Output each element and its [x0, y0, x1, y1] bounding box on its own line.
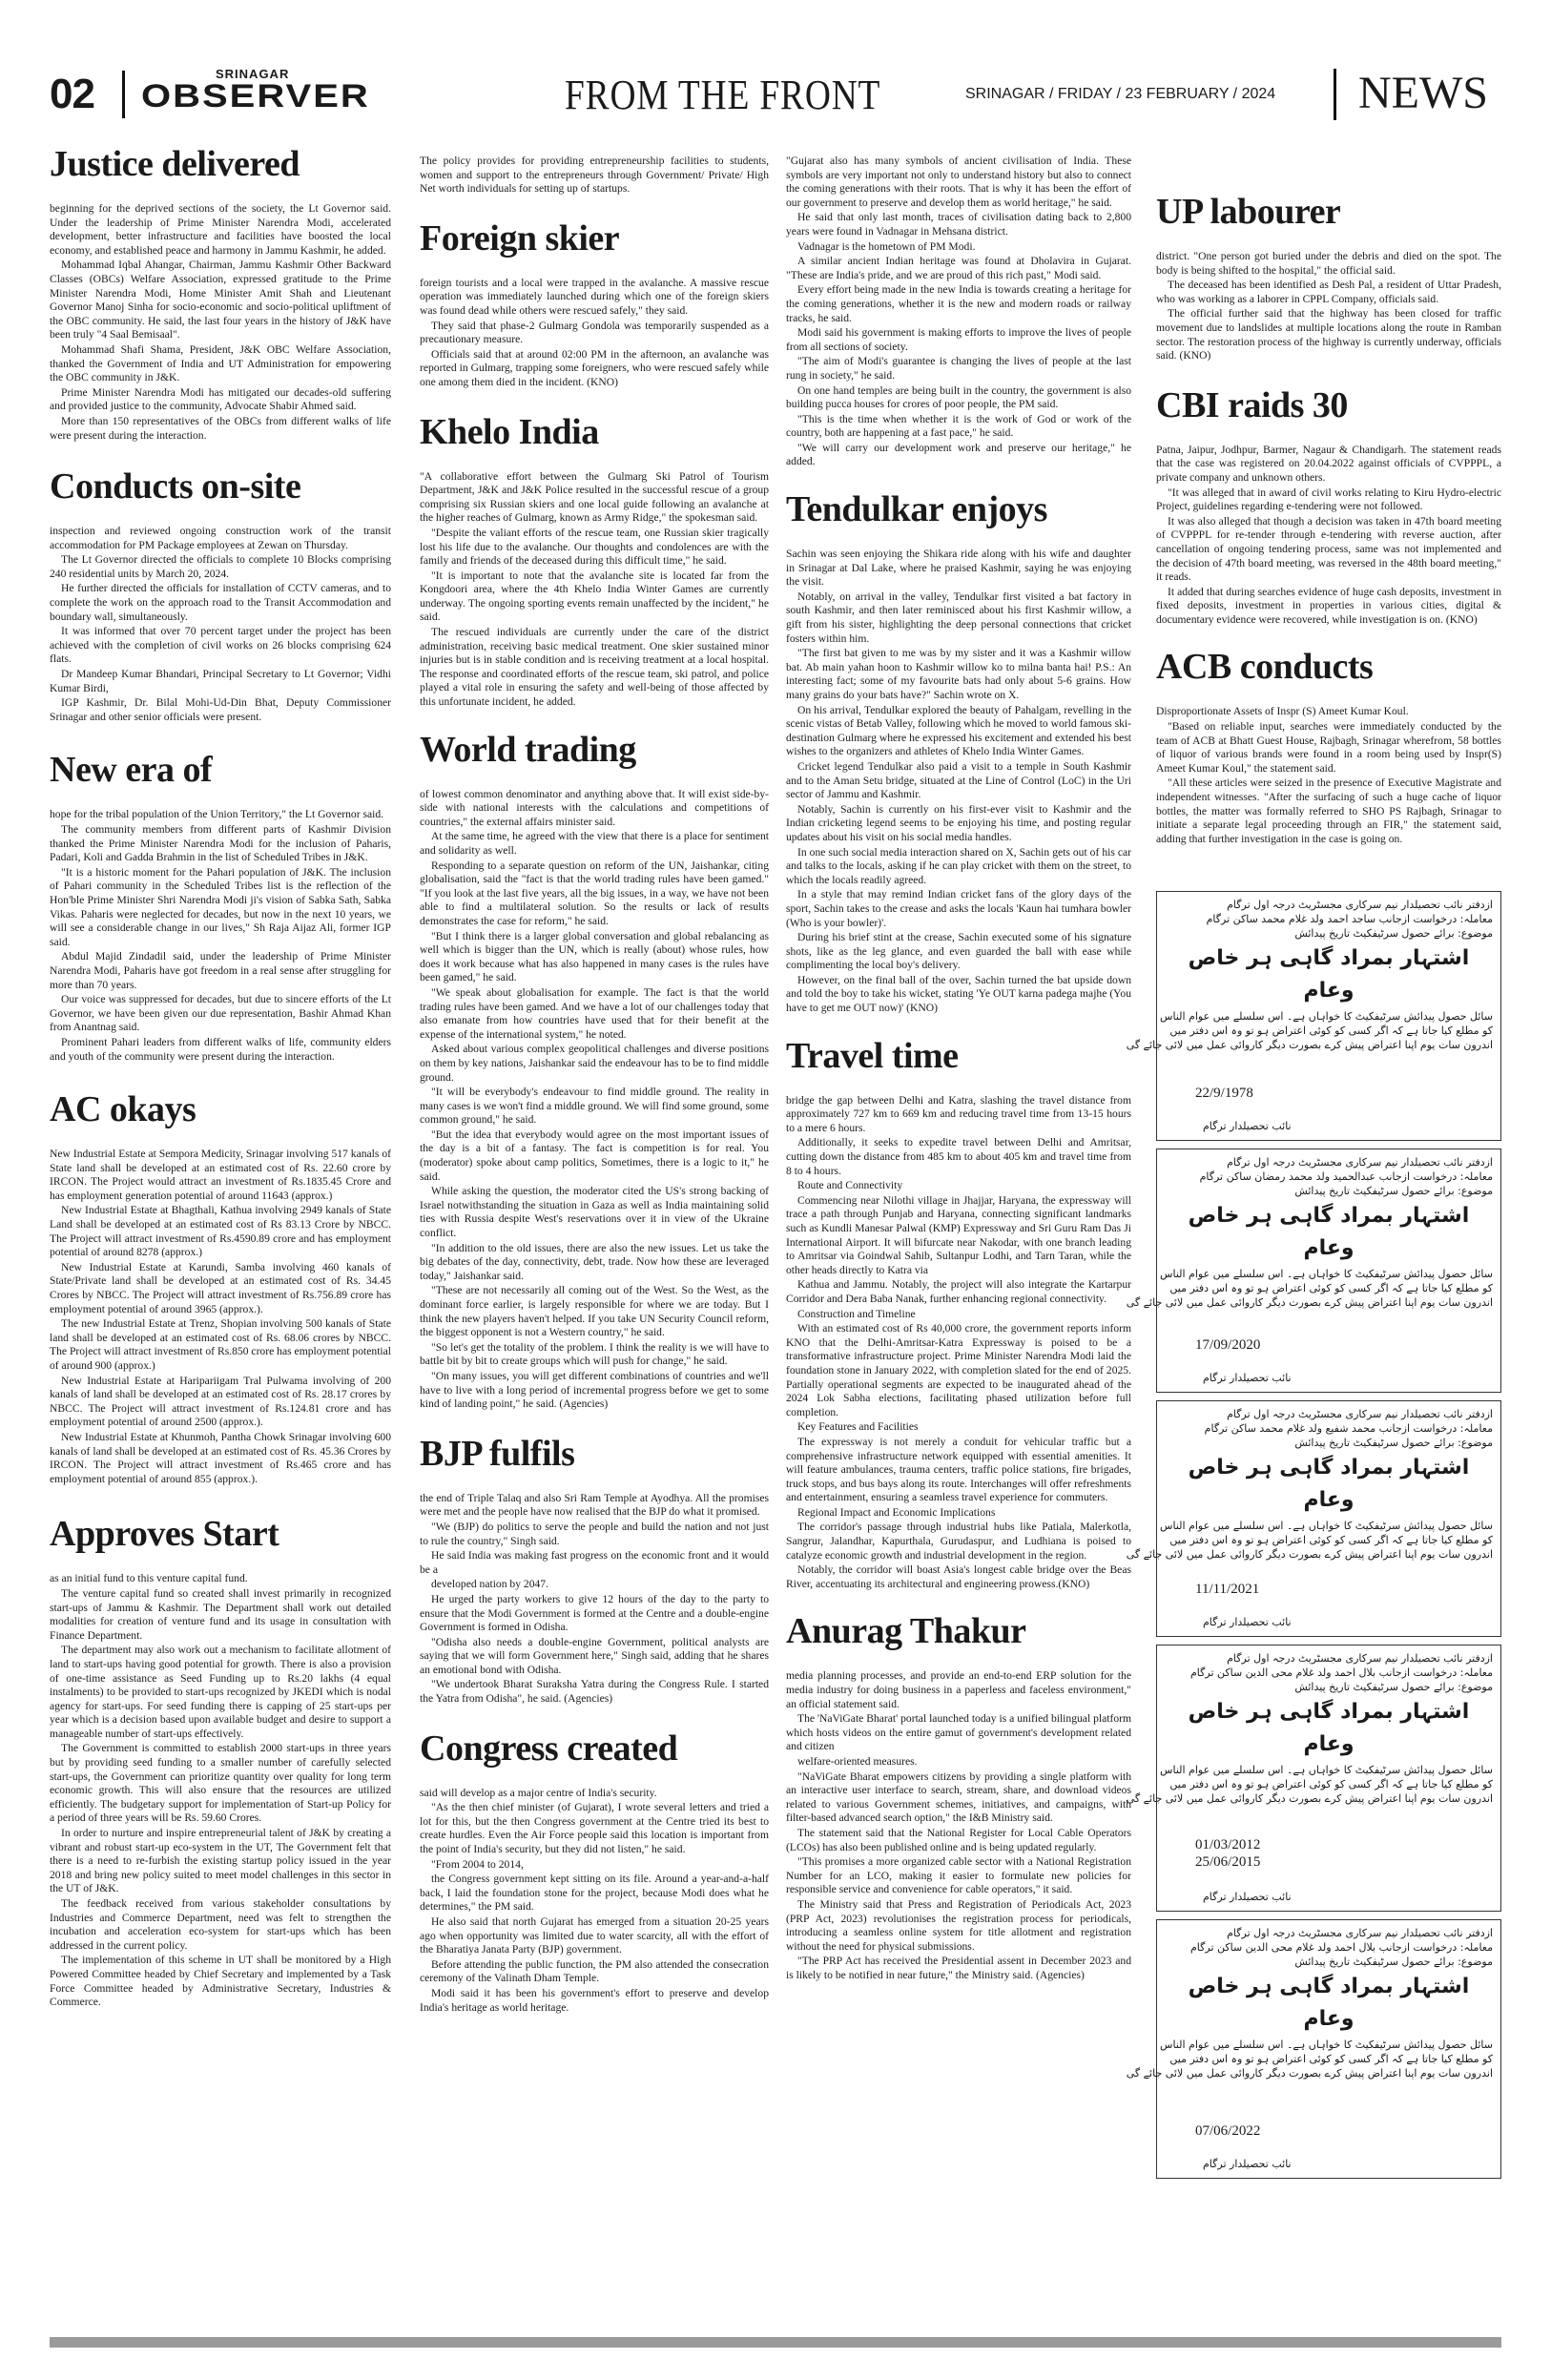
article-paragraph: The rescued individuals are currently under the care of the district administration, receiving basic medical treatment. One skier sustained minor injuries but is in stable condition and is receiving treatment at a local hospital. The response and coordinated efforts of the rescue team, ski patrol, and police played a vital role in ensuring the safety and well-being of those affected by this unfortunate incident, he added. [420, 626, 769, 709]
ad-line: ازدفتر نائب تحصیلدار نیم سرکاری مجسٹریٹ درجہ اول ترگام [1227, 1927, 1493, 1939]
ad-heading: اشتہار بمراد گاہی ہر خاص وعام [1188, 1975, 1470, 2031]
article-paragraph: "As the then chief minister (of Gujarat), I wrote several letters and tried a lot for this, but the then Congress government at the Centre tried its best to create hurdles. Even the Air Force people said this location is important from the point of India's security, but they did not listen," he said. [420, 1801, 769, 1856]
article-paragraph: the Congress government kept sitting on its file. Around a year-and-a-half back, I laid the foundation stone for the project, because Modi does what he determines," the PM said. [420, 1873, 769, 1914]
ad-body-line: اندرون سات یوم اپنا اعتراض پیش کرے بصورت دیگر کاروائی عمل میں لائی جائے گی [1126, 1296, 1493, 1309]
article-paragraph: Kathua and Jammu. Notably, the project will also integrate the Kartarpur Corridor and Dera Baba Nanak, further enhancing regional connectivity. [786, 1278, 1131, 1305]
article [420, 729, 769, 1412]
ad-body-line: اندرون سات یوم اپنا اعتراض پیش کرے بصورت دیگر کاروائی عمل میں لائی جائے گی [1126, 1548, 1493, 1561]
column-2 [420, 155, 769, 2034]
article-paragraph: The Government is committed to establish 2000 start-ups in three years but by providing seed funding to a smaller number of carefully selected start-ups, the Government can prioritize quantity over quality for long term economic growth. This will also ensure that the resources are utilized efficiently. The budgetary support for implementation of Start-up Policy for a period of three years will be Rs. 59.60 Crores. [50, 1742, 391, 1825]
article-paragraph: A similar ancient Indian heritage was found at Dholavira in Gujarat. "These are India's pride, and we are proud of this rich past," Modi said. [786, 255, 1131, 281]
article-paragraph: "Odisha also needs a double-engine Government, political analysts are saying that we will form Government here," Singh said, adding that he shares an emotional bond with Odisha. [420, 1635, 769, 1676]
article-paragraph: Prime Minister Narendra Modi has mitigated our decades-old suffering and provided justice to the community, Advocate Shabir Ahmed said. [50, 385, 391, 413]
article-paragraph: New Industrial Estate at Khunmoh, Pantha Chowk Srinagar involving 600 kanals of land shall be developed at an estimated cost of Rs. 45.36 Crores by IRCON. The Project will attract investment of Rs.465 crore and has employment potential of around 855 (approx.). [50, 1430, 391, 1485]
article-paragraph: said will develop as a major centre of India's security. [420, 1786, 657, 1799]
article-paragraph: The policy provides for providing entrepreneurship facilities to students, women and support to the entrepreneurs through Government/ Private/ High Net worth individuals for setting up of startups. [420, 155, 769, 196]
article [1156, 384, 1501, 628]
ad-body-line: سائل حصول پیدائش سرٹیفکیٹ کا خواہاں ہے۔ اس سلسلے میں عوام الناس [1160, 1268, 1493, 1280]
article-paragraph: "This is the time when whether it is the work of God or work of the country, both are happening at a fast pace," he said. [786, 412, 1131, 440]
article-paragraph: The Ministry said that Press and Registration of Periodicals Act, 2023 (PRP Act, 2023) revolutionises the registration process for periodicals, introducing a seamless online system for title allotment and registration without the need for physical submissions. [786, 1897, 1131, 1953]
article [786, 1610, 1131, 1982]
ad-line: ازدفتر نائب تحصیلدار نیم سرکاری مجسٹریٹ درجہ اول ترگام [1227, 1652, 1493, 1665]
ad-heading: اشتہار بمراد گاہی ہر خاص وعام [1188, 1700, 1470, 1756]
article-paragraph: Notably, the corridor will boast Asia's longest cable bridge over the Beas River, accentuating its architectural and engineering prowess.(KNO) [786, 1563, 1131, 1590]
article [786, 155, 1131, 469]
headline: Tendulkar enjoys [786, 489, 1047, 530]
article-paragraph: In a style that may remind Indian cricket fans of the glory days of the sport, Sachin takes to the crease and asks the locals 'Kaun hai tumhara bowler (Who is your bowler)'. [786, 888, 1131, 929]
article-paragraph: The official further said that the highway has been closed for traffic movement due to landslides at multiple locations along the route in Ramban sector. The restoration process of the highway is currently underway, officials said. (KNO) [1156, 307, 1501, 362]
headline: UP labourer [1156, 192, 1341, 232]
article-paragraph: "It is a historic moment for the Pahari population of J&K. The inclusion of Pahari community in the Scheduled Tribes list is the reflection of the Hon'ble Prime Minister Shri Narendra Modi ji's vision of Sabka Sath, Sabka Vikas. Paharis were neglected for decades, but now in the next 10 years, we will see a considerable change in our lives," Sh Raja Aijaz Ali, former IGP said. [50, 865, 391, 948]
article-paragraph: "NaViGate Bharat empowers citizens by providing a single platform with an interactive user interface to search, stream, share, and download videos related to various Government schemes, initiatives, and campaigns, with filter-based advanced search option," the I&B Ministry said. [786, 1769, 1131, 1825]
article-paragraph: At the same time, he agreed with the view that there is a place for sentiment and solidarity as well. [420, 830, 769, 857]
article-paragraph: Key Features and Facilities [797, 1420, 919, 1434]
ad-date-second: 25/06/2015 [1195, 1854, 1261, 1870]
article-paragraph: inspection and reviewed ongoing construction work of the transit accommodation for PM Package employees at Zewan on Thursday. [50, 525, 391, 551]
ad-body-line: کو مطلع کیا جاتا ہے کہ اگر کسی کو کوئی اعتراض ہو تو وہ اس دفتر میں [1169, 1282, 1493, 1294]
ad-date: 17/09/2020 [1195, 1337, 1261, 1353]
section-title: FROM THE FRONT [565, 72, 881, 118]
column-1 [50, 143, 391, 2029]
article [50, 749, 391, 1064]
classified-ad [1126, 1645, 1501, 1912]
article-paragraph: More than 150 representatives of the OBCs from different walks of life were present during the interaction. [50, 414, 391, 442]
article-paragraph: In one such social media interaction shared on X, Sachin gets out of his car and talks to the locals, asking if he can play cricket with them on the street, to which the locals readily agreed. [786, 845, 1131, 886]
article-paragraph: developed nation by 2047. [431, 1578, 548, 1591]
article-paragraph: "It was alleged that in award of civil works relating to Kiru Hydro-electric Project, guidelines regarding e-tendering were not followed. [1156, 486, 1501, 513]
ad-date: 07/06/2022 [1195, 2123, 1261, 2139]
headline: Conducts on-site [50, 466, 301, 507]
article-paragraph: "We will carry our development work and preserve our heritage," he added. [786, 441, 1131, 468]
article-paragraph: Officials said that at around 02:00 PM in the afternoon, an avalanche was reported in Gulmarg, trapping some foreigners, who were rescued safely while one among them died in the incident. (KNO) [420, 347, 769, 388]
article-paragraph: New Industrial Estate at Sempora Medicity, Srinagar involving 517 kanals of State land shall be developed at an estimated cost of Rs. 22.60 crore by IRCON. The Project would attract an investment of Rs.1835.45 Crore and has employment generation potential of around 11643 (approx.) [50, 1148, 391, 1202]
ad-body-line: اندرون سات یوم اپنا اعتراض پیش کرے بصورت دیگر کاروائی عمل میں لائی جائے گی [1126, 1792, 1493, 1805]
article-paragraph: The expressway is not merely a conduit for vehicular traffic but a comprehensive infrastructure network equipped with essential amenities. It will feature ambulances, trauma centers, traffic police stations, fire brigades, truck stops, and bus bays along its route. Interchanges will offer refreshments and entertainment, ensuring a seamless travel experience for commuters. [786, 1435, 1131, 1504]
ad-line: معاملہ: درخواست ازجانب عبدالحمید ولد محمد رمضان ساکن ترگام [1199, 1170, 1493, 1183]
article-paragraph: Dr Mandeep Kumar Bhandari, Principal Secretary to Lt Governor; Vidhi Kumar Birdi, [50, 668, 391, 694]
logo-name: OBSERVER [141, 78, 370, 114]
article-paragraph: In order to nurture and inspire entrepreneurial talent of J&K by creating a vibrant and robust start-up eco-system in the UT, The Government felt that there is a need to re-furbish the existing startup policy issued in the year 2018 and bring new policy suited to meet model challenges in this sector in the UT of J&K. [50, 1827, 391, 1895]
article [1156, 646, 1501, 846]
article-paragraph: Sachin was seen enjoying the Shikara ride along with his wife and daughter in Srinagar at Dal Lake, where he praised Kashmir, saying he was enjoying the visit. [786, 548, 1131, 589]
ad-body-line: کو مطلع کیا جاتا ہے کہ اگر کسی کو کوئی اعتراض ہو تو وہ اس دفتر میں [1169, 1024, 1493, 1037]
article-paragraph: "But the idea that everybody would agree on the most important issues of the day is a bit of a fantasy. The fact is competition is for real. You (moderator) spoke about camp politics, Sometimes, there is a logic to it," he said. [420, 1128, 769, 1183]
article-paragraph: He said India was making fast progress on the economic front and it would be a [420, 1549, 769, 1576]
article-paragraph: On one hand temples are being built in the country, the government is also building pucca houses for crores of poor people, the PM said. [786, 383, 1131, 411]
ad-heading: اشتہار بمراد گاہی ہر خاص وعام [1188, 1204, 1470, 1260]
article-paragraph: Mohammad Iqbal Ahangar, Chairman, Jammu Kashmir Other Backward Classes (OBCs) Welfare Association, expressed gratitude to the Prime Minister Narendra Modi, Home Minister Amit Shah and Lieutenant Governor Manoj Sinha for socio-economic and socio-political upliftment of the OBC community. He said, the last four years in the history of J&K have been truly "4 Saal Bemisaal". [50, 259, 391, 341]
headline: New era of [50, 750, 213, 791]
dateline: SRINAGAR / FRIDAY / 23 FEBRUARY / 2024 [965, 86, 1276, 102]
headline: Foreign skier [420, 217, 620, 259]
ad-line: موضوع: برائے حصول سرٹیفکیٹ تاریخ پیدائش [1294, 1185, 1493, 1197]
article-paragraph: However, on the final ball of the over, Sachin turned the bat upside down and told the boy to take his wicket, stating 'Ye OUT karna padega majhe (You have to get me OUT now)' (KNO) [786, 973, 1131, 1015]
ad-line: معاملہ: درخواست ازجانب بلال احمد ولد غلام محی الدین ساکن ترگام [1189, 1941, 1493, 1954]
article-paragraph: of lowest common denominator and anything above that. It will exist side-by-side with national interests with the calculations and competitions of countries," the external affairs minister said. [420, 787, 769, 828]
news-divider [1334, 69, 1336, 120]
article [50, 1513, 391, 2009]
article-paragraph: The feedback received from various stakeholder consultations by Industries and Commerce Department, need was felt to strengthen the incubation and acceleration eco-system for start-ups which has been addressed in the current policy. [50, 1897, 391, 1952]
article [420, 155, 769, 197]
article-paragraph: beginning for the deprived sections of the society, the Lt Governor said. Under the leadership of Prime Minister Narendra Modi, accelerated development, better infrastructure and facilities have boosted the local economy, and established peace and harmony in Jammu Kashmir, he added. [50, 202, 391, 257]
headline: Approves Start [50, 1514, 279, 1555]
ad-heading: اشتہار بمراد گاہی ہر خاص وعام [1188, 946, 1470, 1003]
headline: World trading [420, 729, 636, 770]
classified-ad [1126, 1149, 1501, 1393]
headline: Congress created [420, 1728, 678, 1769]
article [50, 143, 391, 443]
headline: ACB conducts [1156, 647, 1374, 688]
article-paragraph: "We speak about globalisation for example. The fact is that the world trading rules have been gamed. And we have a lot of our challenges today that also emanate from how countries have used that for their benefit at the expense of the international system," he noted. [420, 985, 769, 1041]
article-paragraph: media planning processes, and provide an end-to-end ERP solution for the media industry for doing business in a paperless and faceless environment," an official statement said. [786, 1669, 1131, 1710]
article-paragraph: Patna, Jaipur, Jodhpur, Barmer, Nagaur & Chandigarh. The statement reads that the case was registered on 20.04.2022 against officials of CVPPPL, a private company and unknown others. [1156, 443, 1501, 484]
article [786, 488, 1131, 1016]
article-paragraph: Route and Connectivity [797, 1179, 903, 1192]
article-paragraph: New Industrial Estate at Bhagthali, Kathua involving 2949 kanals of State Land shall be developed at an estimated cost of Rs 83.13 Crore by NBCC. The Project will attract investment of Rs.4590.89 crore and has employment potential of around 8278 (approx.) [50, 1204, 391, 1259]
article [420, 217, 769, 390]
article-paragraph: "We undertook Bharat Suraksha Yatra during the Congress Rule. I started the Yatra from Odisha", he said. (Agencies) [420, 1678, 769, 1706]
newspaper-logo [141, 67, 370, 124]
article-paragraph: "Despite the valiant efforts of the rescue team, one Russian skier tragically lost his life due to the avalanche. Our thoughts and condolences are with the family and friends of the deceased during this difficult time," he said. [420, 526, 769, 568]
column-3 [786, 155, 1131, 2002]
ad-signature: نائب تحصیلدار ترگام [1203, 1891, 1292, 1903]
ad-signature: نائب تحصیلدار ترگام [1203, 1372, 1292, 1384]
article-paragraph: "It will be everybody's endeavour to find middle ground. The reality in many cases is we won't find a middle ground. We will find some ground, some common ground," he said. [420, 1086, 769, 1127]
article-paragraph: The new Industrial Estate at Trenz, Shopian involving 500 kanals of State land shall be developed at an estimated cost of Rs. 68.06 crores by NBCC. The Project will attract investment of Rs.850 crore has employment potential of around 900 (approx.) [50, 1317, 391, 1372]
ad-date: 11/11/2021 [1195, 1582, 1260, 1597]
ad-body-line: کو مطلع کیا جاتا ہے کہ اگر کسی کو کوئی اعتراض ہو تو وہ اس دفتر میں [1169, 2053, 1493, 2065]
ad-line: معاملہ: درخواست ازجانب بلال احمد ولد غلام محی الدین ساکن ترگام [1189, 1666, 1493, 1679]
article-paragraph: "But I think there is a larger global conversation and global rebalancing as well which is bigger than the UN, which is really (about) whose rules, how does it work because what has also happened in many cases is the rules have been gamed," he said. [420, 929, 769, 984]
article-paragraph: Regional Impact and Economic Implications [797, 1505, 996, 1519]
article-paragraph: The deceased has been identified as Desh Pal, a resident of Uttar Pradesh, who was working as a laborer in CPPL Company, officials said. [1156, 279, 1501, 305]
article-paragraph: The venture capital fund so created shall invest primarily in recognized start-ups of Jammu & Kashmir. The Department shall work out detailed modalities for creation of venture fund and its usage in consultation with Finance Department. [50, 1586, 391, 1642]
article [50, 1088, 391, 1486]
ad-body-line: سائل حصول پیدائش سرٹیفکیٹ کا خواہاں ہے۔ اس سلسلے میں عوام الناس [1160, 1520, 1493, 1532]
article-paragraph: welfare-oriented measures. [797, 1755, 918, 1768]
ad-signature: نائب تحصیلدار ترگام [1203, 2158, 1292, 2170]
article-paragraph: Abdul Majid Zindadil said, under the leadership of Prime Minister Narendra Modi, Paharis have got freedom in a real sense after struggling for more than 70 years. [50, 950, 391, 991]
ad-line: موضوع: برائے حصول سرٹیفکیٹ تاریخ پیدائش [1294, 1956, 1493, 1968]
ad-date: 01/03/2012 [1195, 1837, 1261, 1852]
ad-signature: نائب تحصیلدار ترگام [1203, 1616, 1292, 1628]
article-paragraph: Responding to a separate question on reform of the UN, Jaishankar, citing globalisation, said the "fact is that the world trading rules have been gamed." "If you look at the last five years, all the big issues, in a way, we have not been able to find a multilateral solution. So the results or lack of results demonstrates the case for reform," he said. [420, 859, 769, 927]
ad-line: معاملہ: درخواست ازجانب ساجد احمد ولد غلام محمد ساکن ترگام [1206, 913, 1493, 925]
ad-body-line: اندرون سات یوم اپنا اعتراض پیش کرے بصورت دیگر کاروائی عمل میں لائی جائے گی [1126, 2067, 1493, 2080]
article-paragraph: He said that only last month, traces of civilisation dating back to 2,800 years were found in Vadnagar in Mehsana district. [786, 211, 1131, 238]
article-paragraph: New Industrial Estate at Haripariigam Tral Pulwama involving of 200 kanals of land shall be developed at an estimated cost of Rs. 28.17 crores by NBCC. The Project will attract investment of Rs.124.81 crore and has employment potential of around 2500 (approx.). [50, 1374, 391, 1429]
ad-body-line: سائل حصول پیدائش سرٹیفکیٹ کا خواہاں ہے۔ اس سلسلے میں عوام الناس [1160, 2039, 1493, 2051]
article [50, 466, 391, 724]
article-paragraph: "From 2004 to 2014, [431, 1857, 524, 1871]
article-paragraph: Commencing near Nilothi village in Jhajjar, Haryana, the expressway will trace a path through Punjab and Haryana, connecting significant landmarks such as Kundli Manesar Palwal (KMP) Expressway and Sri Guru Ram Das Ji International Airport. It will bifurcate near Nakodar, with one branch leading to Amritsar via Goindwal Sahib, Sultanpur Lodhi, and Tarn Taran, while the other heads directly to Katra via [786, 1193, 1131, 1276]
article-paragraph: While asking the question, the moderator cited the US's strong backing of Israel notwithstanding the situation in Gaza as well as India maintaining solid ties with Russia despite West's reservations over it in view of the Ukraine conflict. [420, 1185, 769, 1240]
article-paragraph: It was informed that over 70 percent target under the project has been achieved with the completion of civil works on 26 blocks comprising 624 flats. [50, 625, 391, 666]
article-paragraph: The community members from different parts of Kashmir Division thanked the Prime Minister Narendra Modi for the inclusion of Paharis, Padari, Koli and Gadda Brahmin in the list of Scheduled Tribes in J&K. [50, 823, 391, 864]
article-paragraph: the end of Triple Talaq and also Sri Ram Temple at Ayodhya. All the promises were met and the people have now realised that the BJP do what it promised. [420, 1491, 769, 1519]
article-paragraph: He also said that north Gujarat has emerged from a situation 20-25 years ago when opportunity was limited due to water scarcity, all with the effort of the Bharatiya Janata Party (BJP) government. [420, 1915, 769, 1956]
column-4 [1156, 191, 1501, 865]
article-paragraph: With an estimated cost of Rs 40,000 crore, the government reports inform KNO that the Delhi-Amritsar-Katra Expressway is poised to be a transformative infrastructure project. Prime Minister Narendra Modi laid the foundation stone in January 2022, with completion slated for the end of 2025. Partially operational segments are expected to be inaugurated ahead of the 2024 Lok Sabha elections, facilitating phased utilization before full completion. [786, 1322, 1131, 1418]
article-paragraph: "Based on reliable input, searches were immediately conducted by the team of ACB at Bhatt Guest House, Rajbagh, Srinagar wherefrom, 58 bottles of liquor of various brands were found in a room being used by Inspr(S) Ameet Kumar Koul," the statement said. [1156, 720, 1501, 775]
article-paragraph: The department may also work out a mechanism to facilitate allotment of land to start-ups having good potential for growth. There is also a provision of one-time assistance as Seed Funding up to Rs.20 lakhs (4 equal instalments) to be provided to start-ups recognized by JKEDI which is nodal agency for start-ups. For seed funding there is capping of 25 start-ups per year which is a decision based upon available budget and desire to support a manageable number of start-ups effectively. [50, 1644, 391, 1740]
article-paragraph: He urged the party workers to give 12 hours of the day to the party to ensure that the Modi Government is formed at the Centre and a double-engine Government is formed in Odisha. [420, 1592, 769, 1634]
classified-ad [1126, 891, 1501, 1141]
article-paragraph: On his arrival, Tendulkar explored the beauty of Pahalgam, revelling in the scenic vistas of Betab Valley, following which he moved to world famous ski-destination Gulmarg where he expressed his excitement and extended his best wishes to the organizers and athletes of Khelo India Winter Games. [786, 703, 1131, 758]
article-paragraph: It added that during searches evidence of huge cash deposits, investment in fixed deposits, investment in properties in various cities, digital & documentary evidence were recovered, while investigation is on. (KNO) [1156, 585, 1501, 626]
ad-date: 22/9/1978 [1195, 1086, 1253, 1101]
article [1156, 191, 1501, 363]
ad-body-line: کو مطلع کیا جاتا ہے کہ اگر کسی کو کوئی اعتراض ہو تو وہ اس دفتر میں [1169, 1778, 1493, 1790]
headline: Justice delivered [50, 144, 300, 184]
article-paragraph: Our voice was suppressed for decades, but due to sincere efforts of the Lt Governor, we have been given our due representation, Bashir Ahmad Khan from Anantnag said. [50, 993, 391, 1034]
article-paragraph: "On many issues, you will get different combinations of countries and we'll have to live with a long period of incremental progress before we get to some kind of landing point," he said. (Agencies) [420, 1369, 769, 1411]
page-number: 02 [50, 71, 94, 117]
article-paragraph: Mohammad Shafi Shama, President, J&K OBC Welfare Association, thanked the Government of India and UT Administration for empowering the OBC community in J&K. [50, 342, 391, 384]
ad-line: ازدفتر نائب تحصیلدار نیم سرکاری مجسٹریٹ درجہ اول ترگام [1227, 1156, 1493, 1169]
classified-notices [1126, 891, 1501, 2186]
article-paragraph: "In addition to the old issues, there are also the new issues. Let us take the big debates of the day, connectivity, debt, trade. Now how these are leveraged today," Jaishankar said. [420, 1241, 769, 1282]
article-paragraph: The Lt Governor directed the officials to complete 10 Blocks comprising 240 residential units by March 20, 2024. [50, 553, 391, 580]
article-paragraph: Every effort being made in the new India is towards creating a heritage for the coming generations, whether it is the new and modern roads or railway tracks, he said. [786, 283, 1131, 324]
headline: BJP fulfils [420, 1433, 575, 1474]
ad-heading: اشتہار بمراد گاہی ہر خاص وعام [1188, 1456, 1470, 1512]
article [420, 1433, 769, 1707]
headline: Khelo India [420, 411, 599, 452]
article-paragraph: Additionally, it seeks to expedite travel between Delhi and Amritsar, cutting down the distance from 485 km to about 405 km and travel time from 8 to 4 hours. [786, 1136, 1131, 1177]
logo-city: SRINAGAR [216, 67, 290, 81]
article-paragraph: "The PRP Act has received the Presidential assent in December 2023 and is likely to be notified in near future," the Ministry said. (Agencies) [786, 1955, 1131, 1981]
article-paragraph: "Gujarat also has many symbols of ancient civilisation of India. These symbols are very important not only to understand history but also to connect the coming generations with their roots. That is why it has been the effort of our government to preserve and develop them as world heritage," he said. [786, 155, 1131, 209]
article-paragraph: Construction and Timeline [797, 1307, 916, 1320]
article-paragraph: The corridor's passage through industrial hubs like Patiala, Malerkotla, Sangrur, Jalandhar, Kapurthala, Gurudaspur, and Ludhiana is poised to catalyze economic growth and industrial development in the region. [786, 1521, 1131, 1562]
headline: Anurag Thakur [786, 1611, 1026, 1652]
article-paragraph: Notably, on arrival in the valley, Tendulkar first visited a bat factory in south Kashmir, and then later reminisced about his first Kashmir willow, a gift from his sister, highlighting the deep personal connections that cricket fosters within him. [786, 590, 1131, 645]
masthead-divider [122, 71, 125, 118]
ad-line: ازدفتر نائب تحصیلدار نیم سرکاری مجسٹریٹ درجہ اول ترگام [1227, 899, 1493, 911]
article-paragraph: It was also alleged that though a decision was taken in 47th board meeting of CVPPPL for re-tender through e-tendering with reverse auction, after cancellation of ongoing tendering process, same was not implemented and the decision of 47th board meeting, was reversed in the 48th board meeting," it reads. [1156, 514, 1501, 584]
article-paragraph: IGP Kashmir, Dr. Bilal Mohi-Ud-Din Bhat, Deputy Commissioner Srinagar and other senior officials were present. [50, 696, 391, 723]
article [786, 1035, 1131, 1592]
classified-ad [1126, 1400, 1501, 1637]
article-paragraph: Disproportionate Assets of Inspr (S) Ameet Kumar Koul. [1156, 705, 1409, 718]
article-paragraph: "A collaborative effort between the Gulmarg Ski Patrol of Tourism Department, J&K and J&K Police resulted in the successful rescue of a group comprising six Russian skiers and one local guide following an avalanche at the higher reaches of Gulmarg, known as Army Ridge," the spokesman said. [420, 469, 769, 525]
ad-line: ازدفتر نائب تحصیلدار نیم سرکاری مجسٹریٹ درجہ اول ترگام [1227, 1408, 1493, 1420]
ad-body-line: سائل حصول پیدائش سرٹیفکیٹ کا خواہاں ہے۔ اس سلسلے میں عوام الناس [1160, 1764, 1493, 1776]
article-paragraph: "So let's get the totality of the problem. I think the reality is we will have to battle bit by bit to create groups which will push for change," he said. [420, 1340, 769, 1368]
ad-line: موضوع: برائے حصول سرٹیفکیٹ تاریخ پیدائش [1294, 1681, 1493, 1693]
article-paragraph: They said that phase-2 Gulmarg Gondola was temporarily suspended as a precautionary measure. [420, 319, 769, 346]
article-paragraph: Modi said it has been his government's effort to preserve and develop India's heritage as world heritage. [420, 1986, 769, 2014]
masthead [50, 65, 1501, 128]
article [420, 1728, 769, 2016]
section-label: NEWS [1358, 68, 1488, 118]
headline: Travel time [786, 1035, 959, 1076]
article-paragraph: He further directed the officials for installation of CCTV cameras, and to complete the work on the approach road to the Transit Accommodation and boundary wall, simultaneously. [50, 582, 391, 623]
article-paragraph: New Industrial Estate at Karundi, Samba involving 460 kanals of State/Private land shall be developed at an estimated cost of Rs. 34.45 Crores by NBCC. The Project will attract investment of Rs.756.89 crore has employment potential of around 3965 (approx.). [50, 1260, 391, 1315]
article-paragraph: During his brief stint at the crease, Sachin executed some of his signature shots, like as the leg glance, and even guarded the ball with ease while complimenting the local boy's delivery. [786, 931, 1131, 972]
article-paragraph: "This promises a more organized cable sector with a National Registration Number for an LCO, making it easier to formulate new policies for responsible service and convenience for cable operators," it said. [786, 1855, 1131, 1896]
article-paragraph: Before attending the public function, the PM also attended the consecration ceremony of the Valinath Dham Temple. [420, 1957, 769, 1985]
article-paragraph: The statement said that the National Register for Local Cable Operators (LCOs) has also been published online and is being updated regularly. [786, 1826, 1131, 1853]
article-paragraph: Cricket legend Tendulkar also paid a visit to a temple in South Kashmir and to the Aman Setu bridge, situated at the Line of Control (LoC) in the Uri sector of Jammu and Kashmir. [786, 759, 1131, 801]
article-paragraph: "These are not necessarily all coming out of the West. So the West, as the dominant force earlier, is largely responsible for where we are today. But I think the new players haven't helped. If you take UN Security Council reform, the biggest opponent is not a Western country," he said. [420, 1284, 769, 1339]
ad-line: موضوع: برائے حصول سرٹیفکیٹ تاریخ پیدائش [1294, 1437, 1493, 1449]
article-paragraph: "All these articles were seized in the presence of Executive Magistrate and independent witnesses. "After the surfacing of such a huge cache of liquor bottles, the matter was formally referred to SHO PS Rajbagh, Srinagar to initiate a separate legal proceeding through an FIR," the statement said, adding that further investigation in the case is going on. [1156, 776, 1501, 845]
article-paragraph: hope for the tribal population of the Union Territory," the Lt Governor said. [50, 808, 384, 821]
ad-signature: نائب تحصیلدار ترگام [1203, 1120, 1292, 1132]
article-paragraph: bridge the gap between Delhi and Katra, slashing the travel distance from approximately 727 km to 669 km and reducing travel time from 13-15 hours to a mere 6 hours. [786, 1093, 1131, 1134]
article-paragraph: as an initial fund to this venture capital fund. [50, 1572, 248, 1585]
article-paragraph: district. "One person got buried under the debris and died on the spot. The body is being shifted to the hospital," the official said. [1156, 250, 1501, 277]
article-paragraph: The 'NaViGate Bharat' portal launched today is a unified bilingual platform which hosts videos on the entire gamut of government's development related and citizen [786, 1712, 1131, 1753]
ad-body-line: اندرون سات یوم اپنا اعتراض پیش کرے بصورت دیگر کاروائی عمل میں لائی جائے گی [1126, 1039, 1493, 1051]
headline: AC okays [50, 1089, 196, 1130]
article-paragraph: "It is important to note that the avalanche site is located far from the Kongdoori area, where the 4th Khelo India Winter Games are currently underway. The ongoing sporting events remain unaffected by the incident," he said. [420, 569, 769, 624]
ad-body-line: سائل حصول پیدائش سرٹیفکیٹ کا خواہاں ہے۔ اس سلسلے میں عوام الناس [1160, 1010, 1493, 1023]
article [420, 411, 769, 710]
article-paragraph: foreign tourists and a local were trapped in the avalanche. A massive rescue operation was immediately launched during which one of the foreign skiers was found dead while others were rescued safely," they said. [420, 276, 769, 317]
article-paragraph: Modi said his government is making efforts to improve the lives of people from all sections of society. [786, 326, 1131, 353]
article-paragraph: "The first bat given to me was by my sister and it was a Kashmir willow bat. Ab main yahan hoon to Kashmir willow ko to milna banta hai! P.S.: An interesting fact; some of my favourite bats had only about 5-6 grains. How many grains do your bats have?" Sachin wrote on X. [786, 647, 1131, 701]
article-paragraph: "We (BJP) do politics to serve the people and build the nation and not just to rule the country," Singh said. [420, 1520, 769, 1547]
article-paragraph: The implementation of this scheme in UT shall be monitored by a High Powered Committee headed by Chief Secretary and implemented by a Task Force Committee headed by Administrative Secretary, Industries & Commerce. [50, 1954, 391, 2009]
article-paragraph: Prominent Pahari leaders from different walks of life, community elders and youth of the community were present during the interaction. [50, 1035, 391, 1063]
article-paragraph: "The aim of Modi's guarantee is changing the lives of people at the last rung in society," he said. [786, 355, 1131, 382]
article-paragraph: Asked about various complex geopolitical challenges and diverse positions on them by key nations, Jaishankar said the endeavour has to be to find middle ground. [420, 1043, 769, 1084]
classified-ad [1126, 1919, 1501, 2179]
ad-line: موضوع: برائے حصول سرٹیفکیٹ تاریخ پیدائش [1294, 927, 1493, 940]
footer-rule [50, 2337, 1501, 2348]
headline: CBI raids 30 [1156, 384, 1348, 425]
article-paragraph: Vadnagar is the hometown of PM Modi. [797, 239, 976, 253]
ad-body-line: کو مطلع کیا جاتا ہے کہ اگر کسی کو کوئی اعتراض ہو تو وہ اس دفتر میں [1169, 1534, 1493, 1546]
ad-line: معاملہ: درخواست ازجانب محمد شفیع ولد غلام محمد ساکن ترگام [1204, 1422, 1493, 1435]
article-paragraph: Notably, Sachin is currently on his first-ever visit to Kashmir and the Indian cricketing legend seems to be enjoying his time, and posting regular updates about his visit on his social media handles. [786, 802, 1131, 843]
